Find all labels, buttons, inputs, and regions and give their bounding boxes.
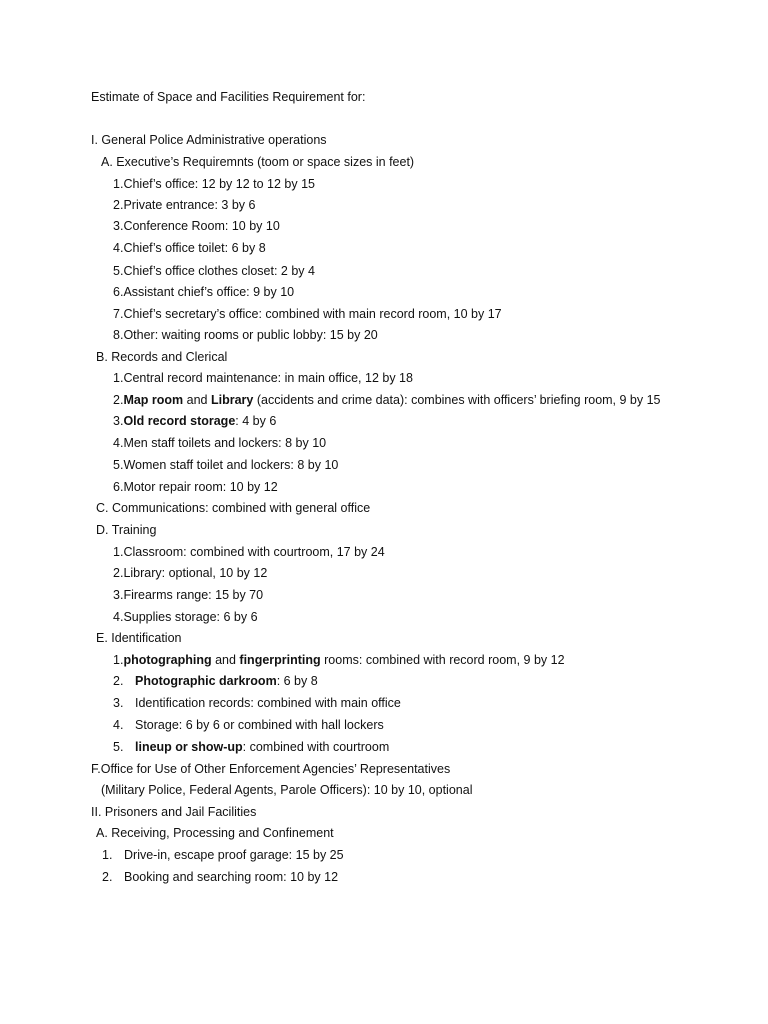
list-item: 3.Conference Room: 10 by 10 bbox=[113, 219, 280, 233]
list-item: 4.Men staff toilets and lockers: 8 by 10 bbox=[113, 436, 327, 450]
list-item: 3.Old record storage: 4 by 6 bbox=[113, 414, 277, 428]
list-item: 8.Other: waiting rooms or public lobby: 15 by 20 bbox=[113, 328, 378, 342]
list-item: 4.Chief’s office toilet: 6 by 8 bbox=[113, 241, 266, 255]
list-item: 1.Classroom: combined with courtroom, 17 by 24 bbox=[113, 545, 385, 559]
subsection-f-detail: (Military Police, Federal Agents, Parole Officers): 10 by 10, optional bbox=[101, 783, 473, 797]
subsection-e-heading: E. Identification bbox=[96, 631, 182, 645]
list-item: 2. Booking and searching room: 10 by 12 bbox=[102, 870, 339, 884]
list-item: 4. Storage: 6 by 6 or combined with hall lockers bbox=[113, 718, 384, 732]
subsection-a-heading: A. Executive’s Requiremnts (toom or space sizes in feet) bbox=[101, 155, 415, 169]
list-item: 2.Private entrance: 3 by 6 bbox=[113, 198, 256, 212]
list-item: 1. Drive-in, escape proof garage: 15 by 25 bbox=[102, 848, 344, 862]
subsection-a-heading: A. Receiving, Processing and Confinement bbox=[96, 826, 334, 840]
list-item: 2. Photographic darkroom: 6 by 8 bbox=[113, 674, 318, 688]
list-item: 1.Central record maintenance: in main office, 12 by 18 bbox=[113, 371, 413, 385]
list-item: 5. lineup or show-up: combined with courtroom bbox=[113, 740, 390, 754]
subsection-f-heading: F.Office for Use of Other Enforcement Agencies’ Representatives bbox=[91, 762, 451, 776]
document-title: Estimate of Space and Facilities Requirement for: bbox=[91, 90, 366, 104]
list-item: 4.Supplies storage: 6 by 6 bbox=[113, 610, 258, 624]
list-item: 5.Women staff toilet and lockers: 8 by 10 bbox=[113, 458, 339, 472]
list-item: 2.Map room and Library (accidents and crime data): combines with officers’ briefing room, 9 by 15 bbox=[113, 393, 661, 407]
list-item: 6.Motor repair room: 10 by 12 bbox=[113, 480, 278, 494]
subsection-d-heading: D. Training bbox=[96, 523, 157, 537]
section-1-heading: I. General Police Administrative operations bbox=[91, 133, 327, 147]
list-item: 1.photographing and fingerprinting rooms: combined with record room, 9 by 12 bbox=[113, 653, 565, 667]
list-item: 3. Identification records: combined with main office bbox=[113, 696, 401, 710]
list-item: 2.Library: optional, 10 by 12 bbox=[113, 566, 268, 580]
list-item: 1.Chief’s office: 12 by 12 to 12 by 15 bbox=[113, 177, 315, 191]
section-2-heading: II. Prisoners and Jail Facilities bbox=[91, 805, 257, 819]
list-item: 3.Firearms range: 15 by 70 bbox=[113, 588, 264, 602]
subsection-c-heading: C. Communications: combined with general office bbox=[96, 501, 371, 515]
list-item: 6.Assistant chief’s office: 9 by 10 bbox=[113, 285, 295, 299]
subsection-b-heading: B. Records and Clerical bbox=[96, 350, 228, 364]
list-item: 5.Chief’s office clothes closet: 2 by 4 bbox=[113, 264, 315, 278]
list-item: 7.Chief’s secretary’s office: combined with main record room, 10 by 17 bbox=[113, 307, 502, 321]
